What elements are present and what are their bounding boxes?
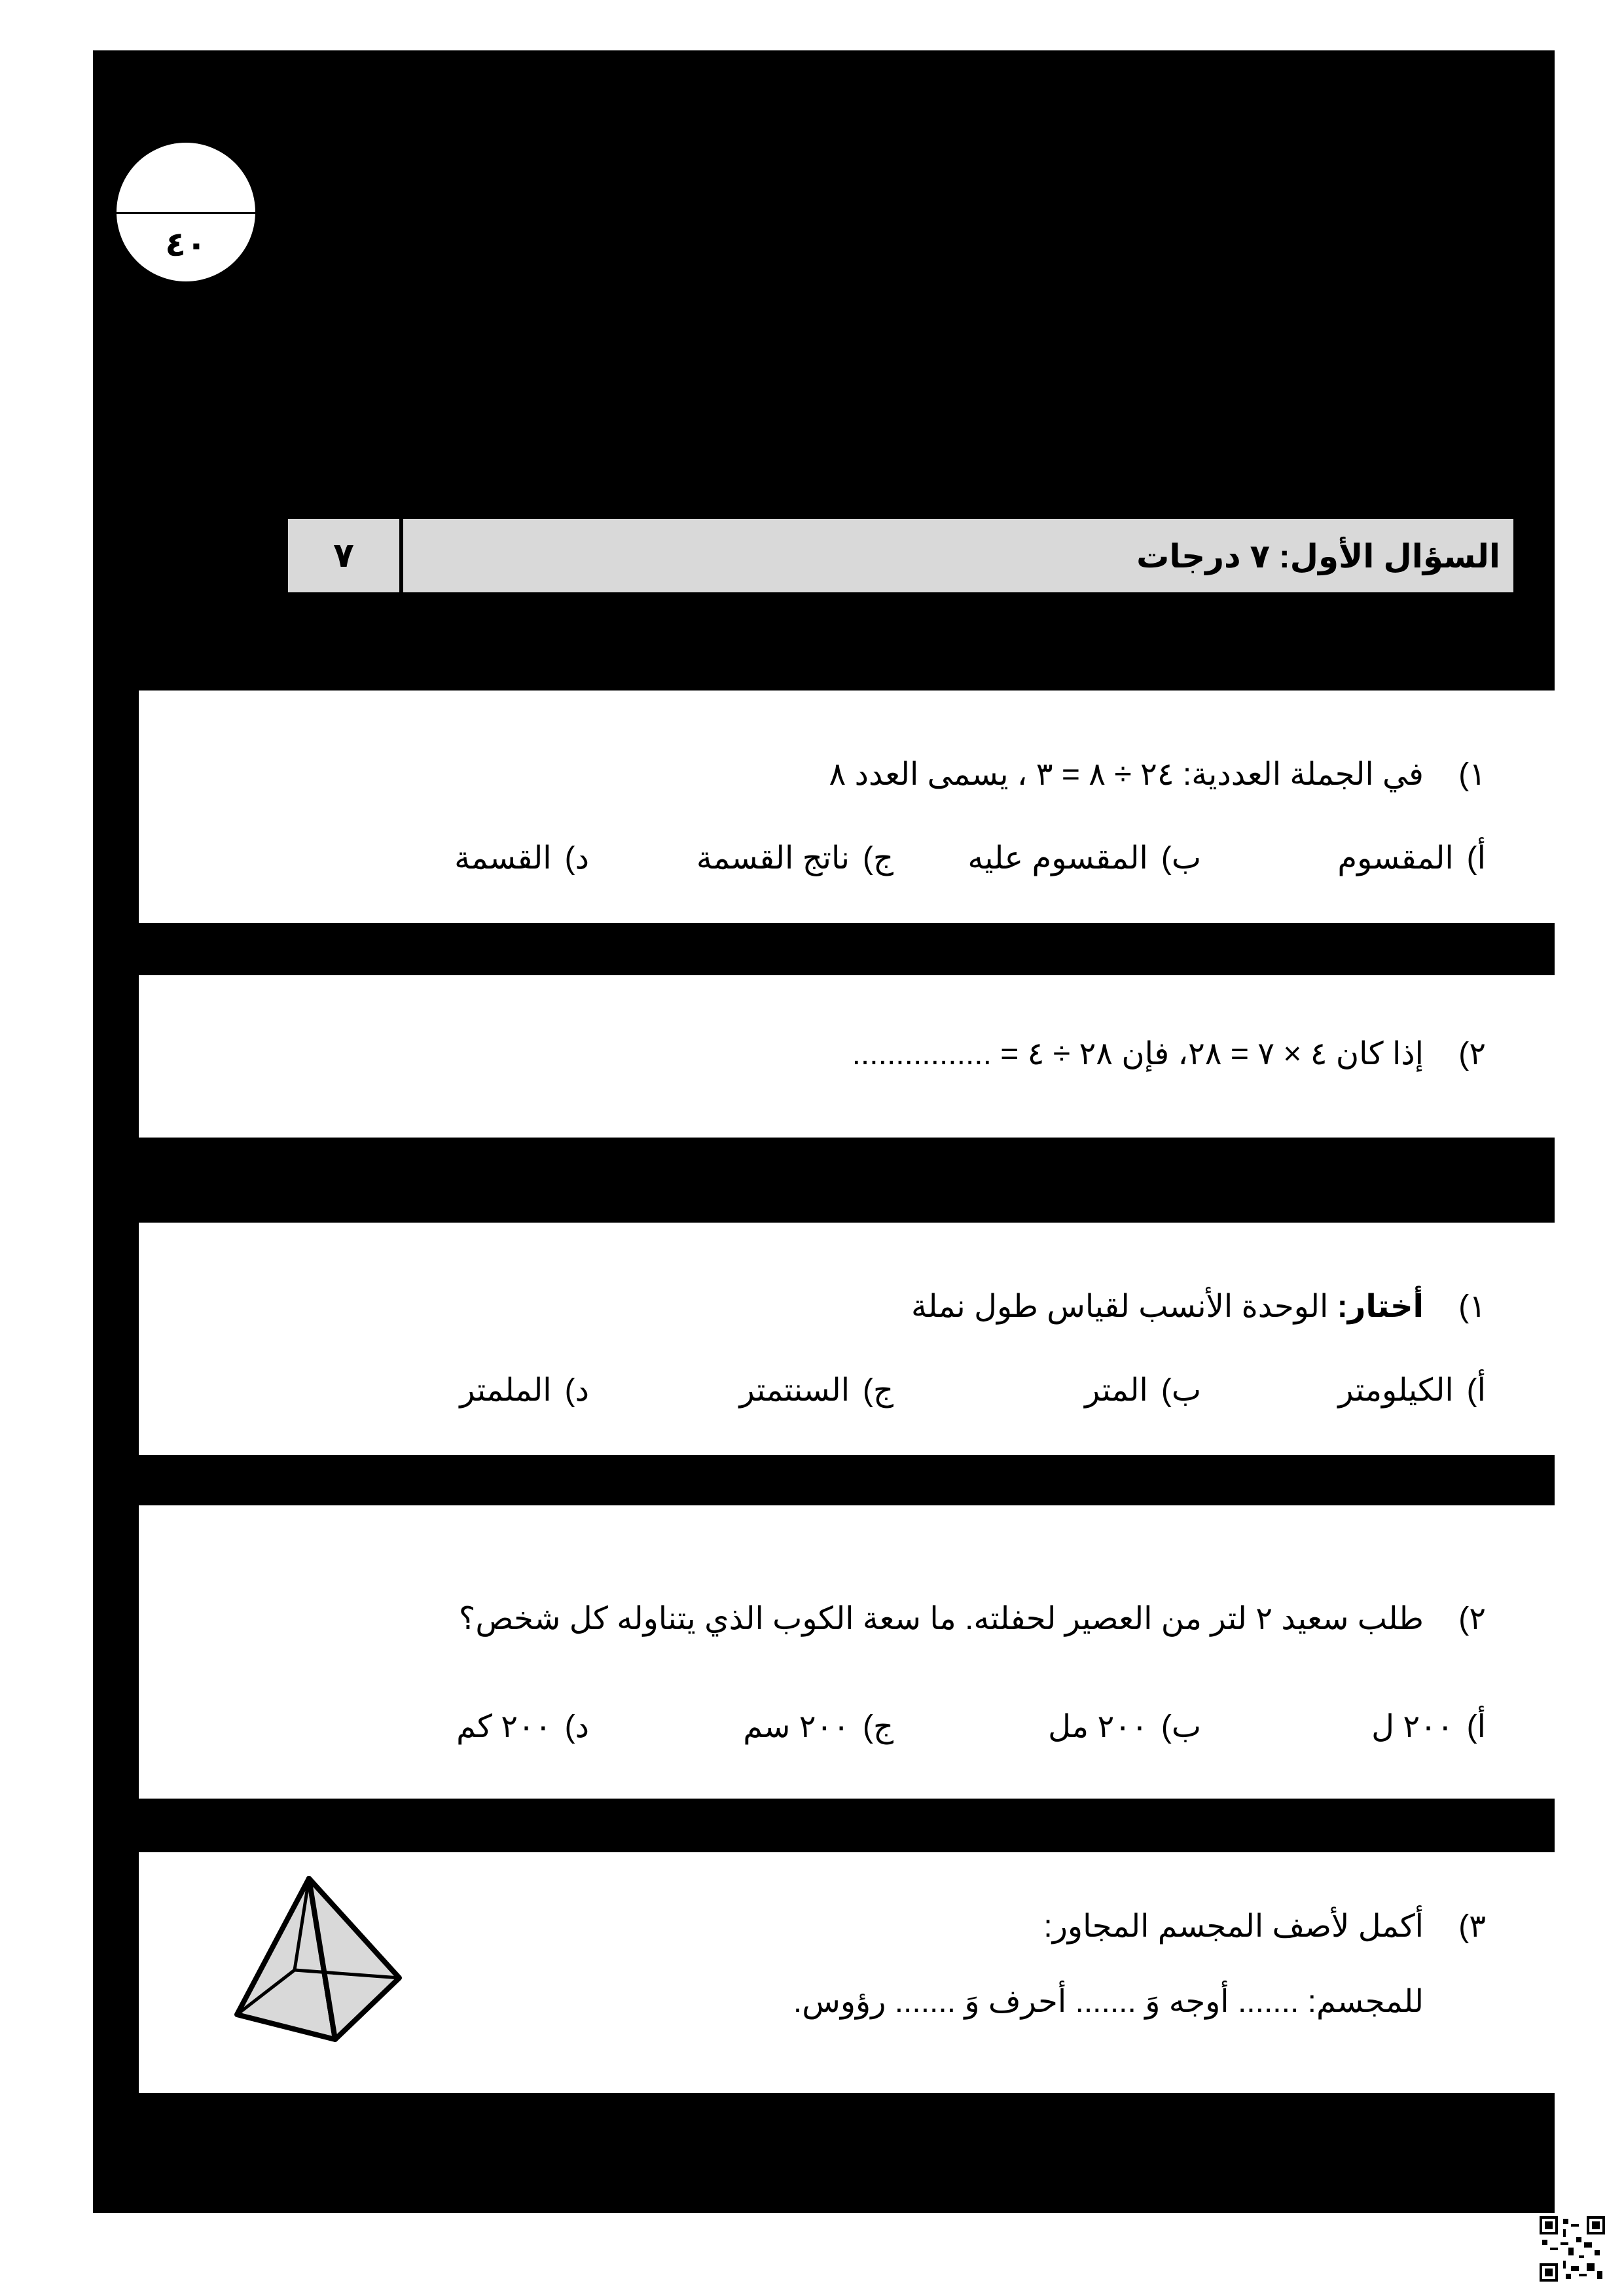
option-text: ناتج القسمة	[696, 841, 850, 876]
option-label: ج)	[863, 1710, 893, 1744]
option-text: الكيلومتر	[1338, 1373, 1454, 1408]
option-text: المقسوم عليه	[967, 841, 1148, 876]
option-d[interactable]	[454, 840, 589, 876]
question-marks: ٧	[333, 537, 354, 575]
question-text: أكمل لأصف المجسم المجاور:	[1043, 1909, 1424, 1944]
option-a[interactable]	[1338, 1372, 1486, 1408]
score-divider	[117, 212, 255, 214]
option-c[interactable]	[740, 1372, 893, 1408]
question-number: ١)	[1458, 1289, 1486, 1324]
option-text: ٢٠٠ مل	[1048, 1710, 1148, 1744]
option-text: المتر	[1085, 1373, 1148, 1408]
question-header	[288, 519, 1513, 592]
option-d[interactable]	[460, 1372, 589, 1408]
question-body: الوحدة الأنسب لقياس طول نملة	[911, 1289, 1337, 1324]
question-box-1	[139, 691, 1555, 923]
question-number: ٢)	[1458, 1037, 1486, 1071]
qr-code	[1540, 2216, 1605, 2282]
option-label: أ)	[1466, 841, 1486, 876]
question-instruction: أختار:	[1337, 1289, 1424, 1324]
question-box-5	[139, 1852, 1555, 2093]
question-number: ٣)	[1458, 1909, 1486, 1944]
question-text: طلب سعيد ٢ لتر من العصير لحفلته. ما سعة الكوب الذي يتناوله كل شخص؟	[458, 1602, 1424, 1636]
option-text: ٢٠٠ سم	[743, 1710, 850, 1744]
pyramid-figure	[224, 1872, 414, 2068]
option-text: السنتمتر	[739, 1373, 850, 1408]
option-d[interactable]	[456, 1708, 589, 1745]
fill-in-line: للمجسم: ....... أوجه وَ ....... أحرف وَ ....... رؤوس.	[793, 1984, 1424, 2019]
question-box-4	[139, 1505, 1555, 1799]
question-number: ١)	[1458, 757, 1486, 792]
option-text: القسمة	[454, 841, 552, 876]
option-label: أ)	[1466, 1710, 1486, 1744]
option-text: المقسوم	[1337, 841, 1454, 876]
option-b[interactable]	[967, 840, 1201, 876]
question-text: في الجملة العددية: ٢٤ ÷ ٨ = ٣ ، يسمى العدد ٨	[829, 757, 1424, 792]
option-label: ب)	[1161, 1710, 1201, 1744]
score-circle	[117, 143, 255, 281]
option-b[interactable]	[1085, 1372, 1201, 1408]
question-box-2	[139, 975, 1555, 1138]
option-label: ب)	[1161, 1373, 1201, 1408]
option-label: د)	[564, 1710, 589, 1744]
question-box-3	[139, 1223, 1555, 1455]
question-number: ٢)	[1458, 1602, 1486, 1636]
question-title: السؤال الأول: ٧ درجات	[1136, 538, 1500, 575]
option-label: د)	[564, 841, 589, 876]
option-a[interactable]	[1371, 1708, 1486, 1745]
total-score: ٤٠	[165, 226, 207, 264]
option-text: ٢٠٠ كم	[456, 1710, 552, 1744]
option-a[interactable]	[1337, 840, 1486, 876]
question-text: إذا كان ٤ × ٧ = ٢٨، فإن ٢٨ ÷ ٤ = ................	[852, 1037, 1424, 1071]
question-text	[911, 1288, 1424, 1325]
option-label: د)	[564, 1373, 589, 1408]
option-label: ج)	[863, 1373, 893, 1408]
option-c[interactable]	[743, 1708, 893, 1745]
option-label: ب)	[1161, 841, 1201, 876]
option-label: ج)	[863, 841, 893, 876]
option-b[interactable]	[1048, 1708, 1201, 1745]
option-c[interactable]	[696, 840, 893, 876]
option-label: أ)	[1466, 1373, 1486, 1408]
header-separator	[399, 519, 403, 592]
option-text: الملمتر	[460, 1373, 552, 1408]
option-text: ٢٠٠ ل	[1371, 1710, 1454, 1744]
